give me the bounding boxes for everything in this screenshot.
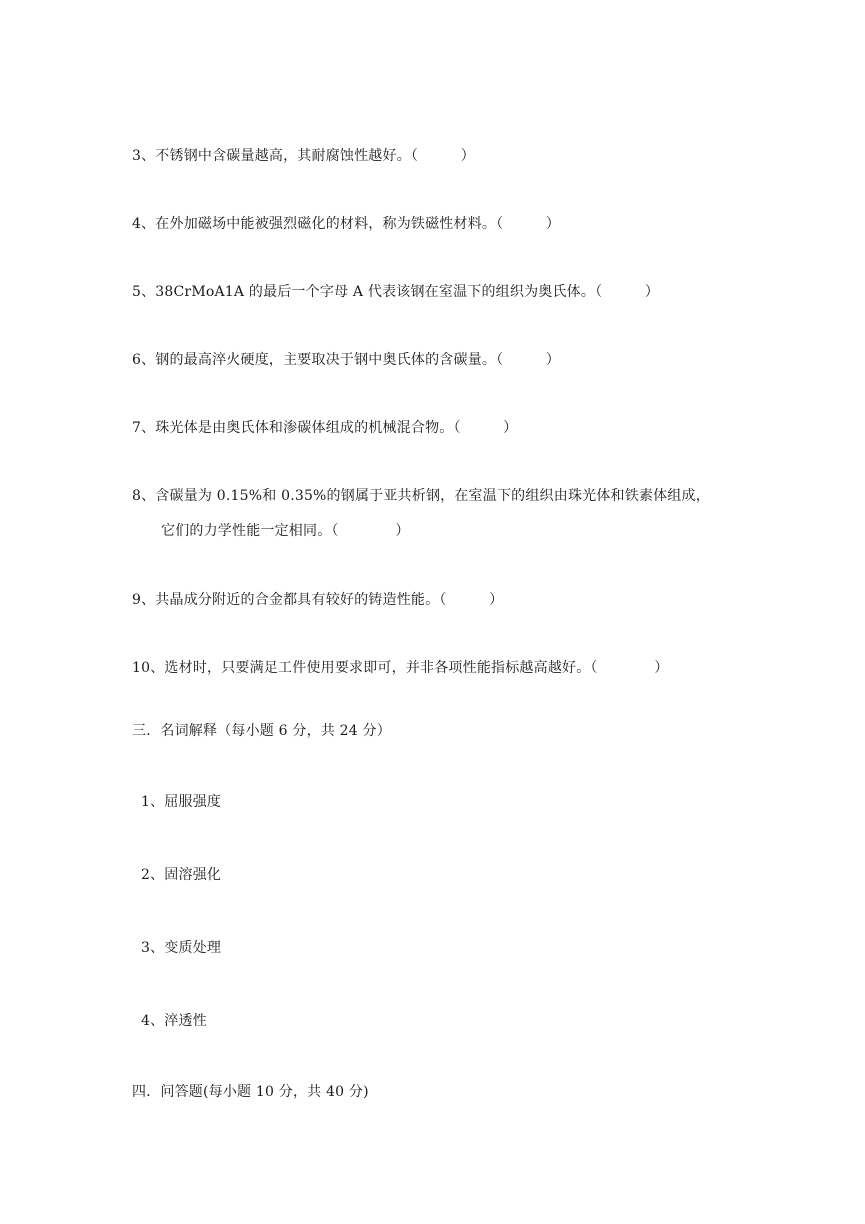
section-4-heading: 四．问答题(每小题 10 分，共 40 分) (132, 1084, 369, 1100)
judgement-item-8: 8、含碳量为 0.15%和 0.35%的钢属于亚共析钢，在室温下的组织由珠光体和铁素体组成， (132, 488, 710, 504)
judgement-item-3: 3、不锈钢中含碳量越高，其耐腐蚀性越好。（ ） (132, 148, 475, 164)
term-item-4: 4、淬透性 (141, 1013, 207, 1029)
term-item-1: 1、屈服强度 (141, 794, 222, 810)
judgement-item-8-continuation: 它们的力学性能一定相同。（ ） (161, 523, 410, 539)
judgement-item-10: 10、选材时，只要满足工件使用要求即可，并非各项性能指标越高越好。（ ） (132, 660, 669, 676)
section-3-heading: 三．名词解释（每小题 6 分，共 24 分） (132, 723, 391, 739)
judgement-item-5: 5、38CrMoA1A 的最后一个字母 A 代表该钢在室温下的组织为奥氏体。（ ） (132, 284, 660, 300)
judgement-item-6: 6、钢的最高淬火硬度，主要取决于钢中奥氏体的含碳量。（ ） (132, 352, 561, 368)
judgement-item-7: 7、珠光体是由奥氏体和渗碳体组成的机械混合物。（ ） (132, 420, 518, 436)
judgement-item-4: 4、在外加磁场中能被强烈磁化的材料，称为铁磁性材料。（ ） (132, 216, 561, 232)
term-item-2: 2、固溶强化 (141, 867, 222, 883)
term-item-3: 3、变质处理 (141, 940, 222, 956)
judgement-item-9: 9、共晶成分附近的合金都具有较好的铸造性能。（ ） (132, 592, 504, 608)
